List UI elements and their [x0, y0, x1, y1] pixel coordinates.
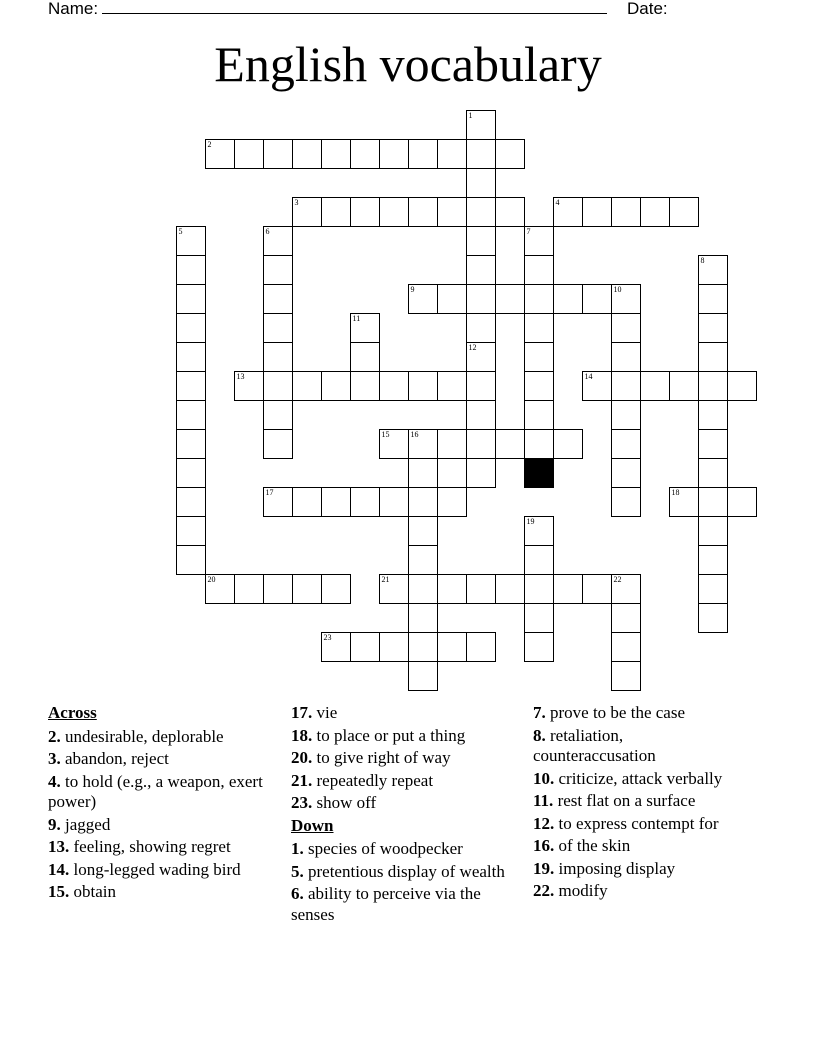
clue-item-number: 11.	[533, 791, 554, 810]
grid-cell[interactable]	[437, 139, 467, 169]
grid-cell[interactable]	[611, 197, 641, 227]
date-label: Date:	[627, 0, 668, 18]
grid-cell[interactable]	[466, 342, 496, 372]
clue-item-number: 7.	[533, 703, 546, 722]
grid-cell[interactable]	[263, 342, 293, 372]
clue-item-number: 15.	[48, 882, 70, 901]
grid-cell[interactable]	[698, 603, 728, 633]
grid-cell[interactable]	[437, 487, 467, 517]
clue-number: 4	[555, 198, 560, 207]
clue-item-text: undesirable, deplorable	[60, 726, 224, 746]
clue-item-number: 9.	[48, 814, 61, 834]
grid-cell[interactable]	[408, 603, 438, 633]
grid-cell[interactable]	[495, 139, 525, 169]
across-clue-list	[48, 727, 273, 903]
grid-cell[interactable]	[263, 284, 293, 314]
clue-item-number: 2.	[48, 726, 61, 746]
grid-cell[interactable]	[698, 516, 728, 546]
clues-column-2	[291, 703, 511, 927]
clue-number: 2	[207, 140, 212, 149]
grid-cell[interactable]	[524, 371, 554, 401]
grid-cell[interactable]	[698, 429, 728, 459]
grid-cell[interactable]	[727, 371, 757, 401]
grid-cell[interactable]	[176, 313, 206, 343]
clue-item-number: 8.	[533, 725, 546, 745]
clue-item-number: 5.	[291, 861, 304, 881]
grid-cell[interactable]	[669, 487, 699, 517]
grid-cell[interactable]	[611, 429, 641, 459]
clue-item-number: 16.	[533, 836, 555, 855]
grid-cell[interactable]	[408, 545, 438, 575]
grid-cell[interactable]	[582, 371, 612, 401]
grid-cell[interactable]	[379, 574, 409, 604]
grid-cell[interactable]	[524, 342, 554, 372]
grid-cell[interactable]	[698, 342, 728, 372]
grid-cell[interactable]	[408, 284, 438, 314]
grid-cell[interactable]	[466, 400, 496, 430]
grid-cell[interactable]	[176, 487, 206, 517]
grid-cell[interactable]	[176, 545, 206, 575]
grid-cell[interactable]	[640, 371, 670, 401]
grid-cell[interactable]	[292, 574, 322, 604]
grid-cell[interactable]	[408, 632, 438, 662]
grid-cell[interactable]	[408, 139, 438, 169]
clue-item	[48, 860, 273, 881]
clue-item-text: criticize, attack verbally	[554, 768, 723, 788]
grid-cell[interactable]	[611, 342, 641, 372]
grid-cell[interactable]	[698, 458, 728, 488]
grid-cell[interactable]	[379, 632, 409, 662]
grid-cell[interactable]	[321, 574, 351, 604]
grid-cell[interactable]	[350, 139, 380, 169]
grid-cell[interactable]	[437, 632, 467, 662]
grid-cell[interactable]	[524, 284, 554, 314]
grid-cell[interactable]	[408, 371, 438, 401]
grid-cell[interactable]	[466, 313, 496, 343]
clue-item	[533, 814, 748, 835]
grid-cell[interactable]	[582, 284, 612, 314]
grid-cell[interactable]	[379, 487, 409, 517]
grid-cell[interactable]	[698, 371, 728, 401]
down-heading: Down	[291, 815, 334, 835]
clue-item	[48, 837, 273, 858]
grid-cell[interactable]	[495, 284, 525, 314]
clue-number: 15	[381, 430, 390, 439]
clue-item-text: species of woodpecker	[303, 839, 463, 858]
clue-item-text: obtain	[69, 882, 116, 901]
clue-number: 16	[410, 430, 419, 439]
grid-cell[interactable]	[379, 197, 409, 227]
grid-cell[interactable]	[466, 255, 496, 285]
clue-number: 10	[613, 285, 622, 294]
clue-number: 5	[178, 227, 183, 236]
grid-cell[interactable]	[669, 197, 699, 227]
grid-cell[interactable]	[176, 284, 206, 314]
clue-item	[291, 839, 511, 860]
grid-cell[interactable]	[437, 429, 467, 459]
grid-cell[interactable]	[263, 487, 293, 517]
grid-cell[interactable]	[408, 661, 438, 691]
grid-cell[interactable]	[350, 342, 380, 372]
grid-cell[interactable]	[350, 371, 380, 401]
clue-number: 11	[352, 314, 361, 323]
grid-cell[interactable]	[176, 429, 206, 459]
grid-cell[interactable]	[408, 429, 438, 459]
grid-cell[interactable]	[437, 197, 467, 227]
grid-cell[interactable]	[176, 516, 206, 546]
grid-cell[interactable]	[582, 574, 612, 604]
grid-cell[interactable]	[466, 574, 496, 604]
grid-cell[interactable]	[698, 313, 728, 343]
grid-cell[interactable]	[205, 574, 235, 604]
clue-item-number: 19.	[533, 858, 555, 878]
grid-cell[interactable]	[466, 197, 496, 227]
grid-cell[interactable]	[611, 400, 641, 430]
grid-cell[interactable]	[495, 197, 525, 227]
clue-number: 6	[265, 227, 270, 236]
grid-cell[interactable]	[408, 487, 438, 517]
down-clue-list-continued	[533, 703, 748, 902]
clue-item	[48, 772, 273, 813]
clue-item	[48, 882, 273, 903]
clue-item-text: prove to be the case	[545, 703, 685, 722]
grid-cell[interactable]	[466, 284, 496, 314]
grid-cell[interactable]	[495, 574, 525, 604]
grid-cell[interactable]	[234, 139, 264, 169]
grid-cell[interactable]	[524, 429, 554, 459]
grid-cell[interactable]	[698, 574, 728, 604]
clue-item-number: 6.	[291, 884, 304, 903]
grid-cell[interactable]	[321, 197, 351, 227]
clue-item-text: long-legged wading bird	[69, 859, 241, 879]
grid-cell[interactable]	[408, 458, 438, 488]
clue-item-text: vie	[312, 703, 338, 722]
clue-item-number: 13.	[48, 837, 70, 856]
grid-cell[interactable]	[263, 429, 293, 459]
clue-number: 12	[468, 343, 477, 352]
grid-cell[interactable]	[321, 139, 351, 169]
clue-item	[291, 703, 511, 724]
clue-item-number: 22.	[533, 881, 555, 900]
grid-cell[interactable]	[611, 574, 641, 604]
grid-cell[interactable]	[466, 632, 496, 662]
clue-item-number: 1.	[291, 839, 304, 858]
grid-cell[interactable]	[321, 487, 351, 517]
clue-item-text: retaliation, counteraccusation	[533, 725, 656, 765]
grid-cell[interactable]	[263, 255, 293, 285]
across-heading: Across	[48, 703, 97, 722]
clue-item	[291, 862, 511, 883]
clue-item-text: to hold (e.g., a weapon, exert power)	[48, 771, 263, 811]
grid-cell[interactable]	[350, 487, 380, 517]
grid-cell[interactable]	[524, 226, 554, 256]
clue-item	[533, 859, 748, 880]
clue-item-text: of the skin	[554, 836, 631, 855]
grid-cell[interactable]	[176, 226, 206, 256]
grid-cell[interactable]	[553, 429, 583, 459]
clue-item-number: 14.	[48, 859, 70, 879]
clue-number: 22	[613, 575, 622, 584]
clue-item	[48, 727, 273, 748]
clue-item	[533, 836, 748, 857]
grid-cell[interactable]	[379, 371, 409, 401]
grid-cell[interactable]	[611, 371, 641, 401]
clue-item-number: 12.	[533, 813, 555, 833]
grid-cell[interactable]	[698, 255, 728, 285]
grid-cell[interactable]	[611, 661, 641, 691]
grid-cell[interactable]	[176, 371, 206, 401]
grid-cell[interactable]	[611, 487, 641, 517]
grid-cell[interactable]	[466, 110, 496, 140]
grid-cell[interactable]	[524, 632, 554, 662]
grid-cell[interactable]	[263, 139, 293, 169]
grid-cell[interactable]	[727, 487, 757, 517]
clue-item	[291, 884, 511, 925]
grid-cell[interactable]	[408, 197, 438, 227]
black-cell	[524, 458, 554, 488]
clue-item	[533, 791, 748, 812]
name-label: Name:	[48, 0, 99, 18]
grid-cell[interactable]	[176, 400, 206, 430]
clue-item	[533, 703, 748, 724]
grid-cell[interactable]	[263, 574, 293, 604]
clue-item-text: feeling, showing regret	[69, 837, 231, 856]
grid-cell[interactable]	[553, 284, 583, 314]
clue-item	[291, 793, 511, 814]
clue-item-number: 4.	[48, 771, 61, 791]
clue-number: 19	[526, 517, 535, 526]
grid-cell[interactable]	[350, 197, 380, 227]
grid-cell[interactable]	[524, 313, 554, 343]
grid-cell[interactable]	[611, 632, 641, 662]
clue-number: 14	[584, 372, 593, 381]
grid-cell[interactable]	[379, 429, 409, 459]
grid-cell[interactable]	[234, 371, 264, 401]
grid-cell[interactable]	[292, 139, 322, 169]
clue-number: 21	[381, 575, 390, 584]
clue-item-text: to place or put a thing	[312, 725, 466, 745]
grid-cell[interactable]	[524, 400, 554, 430]
clue-item	[533, 726, 748, 767]
clue-number: 13	[236, 372, 245, 381]
grid-cell[interactable]	[176, 255, 206, 285]
clues-column-1	[48, 703, 273, 905]
clue-number: 17	[265, 488, 274, 497]
grid-cell[interactable]	[524, 574, 554, 604]
grid-cell[interactable]	[698, 545, 728, 575]
grid-cell[interactable]	[321, 371, 351, 401]
grid-cell[interactable]	[263, 226, 293, 256]
clue-number: 8	[700, 256, 705, 265]
grid-cell[interactable]	[611, 284, 641, 314]
clue-item-text: jagged	[60, 814, 111, 834]
clue-item	[48, 815, 273, 836]
clue-item-text: repeatedly repeat	[312, 770, 434, 790]
clue-number: 9	[410, 285, 415, 294]
grid-cell[interactable]	[176, 342, 206, 372]
clue-item-number: 23.	[291, 793, 313, 812]
grid-cell[interactable]	[408, 516, 438, 546]
clue-item-text: ability to perceive via the senses	[291, 884, 481, 924]
grid-cell[interactable]	[495, 429, 525, 459]
grid-cell[interactable]	[698, 487, 728, 517]
clue-item-text: abandon, reject	[60, 749, 169, 768]
clue-item	[533, 769, 748, 790]
grid-cell[interactable]	[466, 168, 496, 198]
grid-cell[interactable]	[466, 458, 496, 488]
grid-cell[interactable]	[524, 603, 554, 633]
clue-number: 3	[294, 198, 299, 207]
clue-item-number: 17.	[291, 703, 313, 722]
clue-item	[291, 771, 511, 792]
clue-item-text: modify	[554, 881, 608, 900]
clue-item	[291, 748, 511, 769]
grid-cell[interactable]	[698, 400, 728, 430]
grid-cell[interactable]	[669, 371, 699, 401]
grid-cell[interactable]	[698, 284, 728, 314]
clue-item-text: show off	[312, 793, 377, 812]
grid-cell[interactable]	[176, 458, 206, 488]
grid-cell[interactable]	[321, 632, 351, 662]
grid-cell[interactable]	[408, 574, 438, 604]
clue-number: 1	[468, 111, 473, 120]
grid-cell[interactable]	[292, 371, 322, 401]
grid-cell[interactable]	[437, 284, 467, 314]
clue-number: 18	[671, 488, 680, 497]
grid-cell[interactable]	[263, 371, 293, 401]
clue-item-text: pretentious display of wealth	[303, 861, 505, 881]
grid-cell[interactable]	[524, 255, 554, 285]
clues-column-3	[533, 703, 748, 904]
clue-item-number: 10.	[533, 768, 555, 788]
grid-cell[interactable]	[466, 371, 496, 401]
grid-cell[interactable]	[611, 458, 641, 488]
clue-item-number: 20.	[291, 748, 313, 767]
grid-cell[interactable]	[466, 226, 496, 256]
clue-number: 20	[207, 575, 216, 584]
clue-number: 23	[323, 633, 332, 642]
grid-cell[interactable]	[640, 197, 670, 227]
grid-cell[interactable]	[611, 313, 641, 343]
grid-cell[interactable]	[263, 400, 293, 430]
across-clue-list-continued	[291, 703, 511, 814]
grid-cell[interactable]	[205, 139, 235, 169]
down-clue-list	[291, 839, 511, 925]
grid-cell[interactable]	[611, 603, 641, 633]
grid-cell[interactable]	[292, 197, 322, 227]
grid-cell[interactable]	[466, 429, 496, 459]
page-title: English vocabulary	[214, 36, 602, 92]
grid-cell[interactable]	[466, 139, 496, 169]
grid-cell[interactable]	[524, 516, 554, 546]
clue-item-number: 3.	[48, 749, 61, 768]
clue-item	[291, 726, 511, 747]
grid-cell[interactable]	[553, 574, 583, 604]
grid-cell[interactable]	[350, 313, 380, 343]
clue-item-text: to express contempt for	[554, 813, 719, 833]
clue-item	[48, 749, 273, 770]
grid-cell[interactable]	[437, 574, 467, 604]
grid-cell[interactable]	[263, 313, 293, 343]
clue-item-text: imposing display	[554, 858, 676, 878]
grid-cell[interactable]	[379, 139, 409, 169]
clue-item-number: 18.	[291, 725, 313, 745]
grid-cell[interactable]	[292, 487, 322, 517]
clue-number: 7	[526, 227, 531, 236]
clue-item	[533, 881, 748, 902]
grid-cell[interactable]	[553, 197, 583, 227]
grid-cell[interactable]	[524, 545, 554, 575]
clue-item-text: rest flat on a surface	[553, 791, 696, 810]
grid-cell[interactable]	[234, 574, 264, 604]
clue-item-text: to give right of way	[312, 748, 451, 767]
clue-item-number: 21.	[291, 770, 313, 790]
grid-cell[interactable]	[437, 371, 467, 401]
grid-cell[interactable]	[350, 632, 380, 662]
grid-cell[interactable]	[582, 197, 612, 227]
